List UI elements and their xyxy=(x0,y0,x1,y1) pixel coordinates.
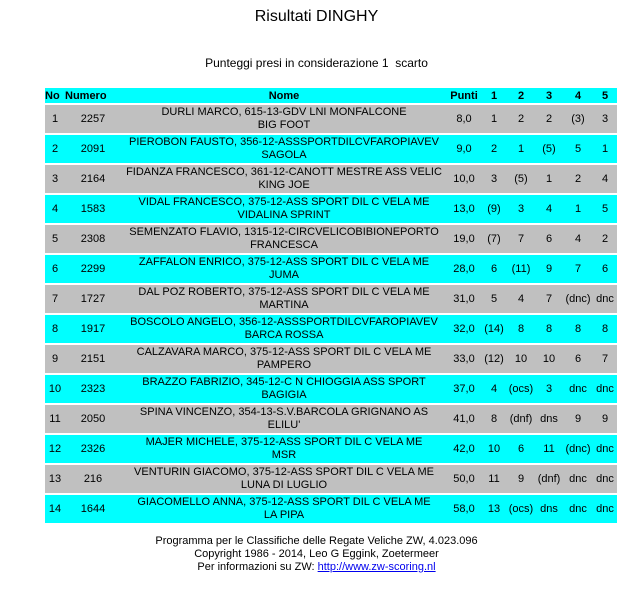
race-3-score-cell: 9 xyxy=(545,263,553,275)
race-1-score-cell: 4 xyxy=(490,383,498,395)
rank-cell: 7 xyxy=(51,293,59,305)
boat-name-line: BAGIGIA xyxy=(261,389,307,401)
race-4-score-cell: 6 xyxy=(574,353,582,365)
race-4-score-cell: dnc xyxy=(569,473,587,485)
points-cell: 28,0 xyxy=(453,263,475,275)
header-race-4: 4 xyxy=(574,89,582,102)
table-row xyxy=(45,255,617,283)
table-row xyxy=(45,375,617,403)
zw-scoring-link[interactable]: http://www.zw-scoring.nl xyxy=(317,561,436,573)
sail-number-cell: 216 xyxy=(83,473,103,485)
race-3-score-cell: (5) xyxy=(542,143,556,155)
boat-name-line: PAMPERO xyxy=(256,359,312,371)
name-cell xyxy=(121,105,447,133)
race-1-score-cell: 5 xyxy=(490,293,498,305)
boat-name-line: MARTINA xyxy=(259,299,309,311)
race-3-score-cell: 1 xyxy=(545,173,553,185)
header-numero: Numero xyxy=(65,89,107,102)
rank-cell: 4 xyxy=(51,203,59,215)
skipper-club-line: DAL POZ ROBERTO, 375-12-ASS SPORT DIL C VELA ME xyxy=(138,286,430,298)
points-cell: 58,0 xyxy=(453,503,475,515)
boat-name-line: MSR xyxy=(271,449,297,461)
boat-name-line: SAGOLA xyxy=(261,149,307,161)
race-2-score-cell: 2 xyxy=(517,113,525,125)
boat-name-line: ELILU' xyxy=(267,419,301,431)
race-2-score-cell: (ocs) xyxy=(508,503,534,515)
table-row xyxy=(45,435,617,463)
name-cell xyxy=(121,495,447,523)
table-row xyxy=(45,315,617,343)
rank-cell: 12 xyxy=(48,443,62,455)
header-nome: Nome xyxy=(268,89,300,102)
boat-name-line: KING JOE xyxy=(258,179,310,191)
sail-number-cell: 2257 xyxy=(80,113,106,125)
race-3-score-cell: 11 xyxy=(543,443,555,455)
race-3-score-cell: 6 xyxy=(545,233,553,245)
race-4-score-cell: dnc xyxy=(569,383,587,395)
skipper-club-line: BOSCOLO ANGELO, 356-12-ASSSPORTDILCVFAROPIAVEV xyxy=(130,316,438,328)
name-cell xyxy=(121,285,447,313)
points-cell: 50,0 xyxy=(453,473,475,485)
race-4-score-cell: 8 xyxy=(574,323,582,335)
race-3-score-cell: 8 xyxy=(545,323,553,335)
rank-cell: 5 xyxy=(51,233,59,245)
skipper-club-line: PIEROBON FAUSTO, 356-12-ASSSPORTDILCVFAROPIAVEV xyxy=(129,136,439,148)
race-2-score-cell: (11) xyxy=(511,263,531,275)
race-5-score-cell: dnc xyxy=(596,503,614,515)
rank-cell: 9 xyxy=(51,353,59,365)
points-cell: 33,0 xyxy=(453,353,475,365)
points-cell: 19,0 xyxy=(453,233,475,245)
table-row xyxy=(45,465,617,493)
race-3-score-cell: dns xyxy=(540,503,558,515)
skipper-club-line: GIACOMELLO ANNA, 375-12-ASS SPORT DIL C VELA ME xyxy=(137,496,431,508)
header-race-1: 1 xyxy=(490,89,498,102)
race-4-score-cell: 4 xyxy=(574,233,582,245)
boat-name-line: BARCA ROSSA xyxy=(244,329,324,341)
race-3-score-cell: 4 xyxy=(545,203,553,215)
race-3-score-cell: dns xyxy=(540,413,558,425)
race-2-score-cell: 4 xyxy=(517,293,525,305)
points-cell: 42,0 xyxy=(453,443,475,455)
race-5-score-cell: 7 xyxy=(601,353,609,365)
skipper-club-line: DURLI MARCO, 615-13-GDV LNI MONFALCONE xyxy=(161,106,407,118)
race-2-score-cell: (ocs) xyxy=(508,383,534,395)
sail-number-cell: 1917 xyxy=(80,323,106,335)
table-row xyxy=(45,165,617,193)
race-1-score-cell: 10 xyxy=(487,443,501,455)
race-1-score-cell: (14) xyxy=(484,323,504,335)
rank-cell: 3 xyxy=(51,173,59,185)
race-5-score-cell: 2 xyxy=(601,233,609,245)
table-row xyxy=(45,495,617,523)
header-race-3: 3 xyxy=(545,89,553,102)
rank-cell: 10 xyxy=(48,383,62,395)
race-4-score-cell: dnc xyxy=(569,503,587,515)
race-2-score-cell: 9 xyxy=(517,473,525,485)
footer-copyright-line: Copyright 1986 - 2014, Leo G Eggink, Zoetermeer xyxy=(194,548,439,560)
points-cell: 37,0 xyxy=(453,383,475,395)
sail-number-cell: 2323 xyxy=(80,383,106,395)
points-cell: 8,0 xyxy=(456,113,472,125)
points-cell: 13,0 xyxy=(453,203,475,215)
boat-name-line: VIDALINA SPRINT xyxy=(237,209,331,221)
header-race-5: 5 xyxy=(601,89,609,102)
name-cell xyxy=(121,255,447,283)
race-1-score-cell: 1 xyxy=(490,113,498,125)
race-4-score-cell: 2 xyxy=(574,173,582,185)
race-2-score-cell: 8 xyxy=(517,323,525,335)
rank-cell: 6 xyxy=(51,263,59,275)
race-1-score-cell: (12) xyxy=(484,353,504,365)
points-cell: 10,0 xyxy=(453,173,475,185)
skipper-club-line: FIDANZA FRANCESCO, 361-12-CANOTT MESTRE ASS VELIC xyxy=(126,166,442,178)
race-2-score-cell: 3 xyxy=(517,203,525,215)
rank-cell: 8 xyxy=(51,323,59,335)
race-3-score-cell: 10 xyxy=(542,353,556,365)
race-4-score-cell: 9 xyxy=(574,413,582,425)
sail-number-cell: 2299 xyxy=(80,263,106,275)
race-5-score-cell: 3 xyxy=(601,113,609,125)
race-3-score-cell: 3 xyxy=(545,383,553,395)
rank-cell: 13 xyxy=(48,473,62,485)
sail-number-cell: 1583 xyxy=(80,203,106,215)
name-cell xyxy=(121,375,447,403)
sail-number-cell: 1644 xyxy=(80,503,106,515)
skipper-club-line: CALZAVARA MARCO, 375-12-ASS SPORT DIL C VELA ME xyxy=(136,346,432,358)
name-cell xyxy=(121,435,447,463)
results-table xyxy=(45,86,617,525)
race-4-score-cell: (dnc) xyxy=(565,443,591,455)
sail-number-cell: 2050 xyxy=(80,413,106,425)
sail-number-cell: 2308 xyxy=(80,233,106,245)
race-1-score-cell: (7) xyxy=(487,233,501,245)
race-3-score-cell: 7 xyxy=(545,293,553,305)
boat-name-line: BIG FOOT xyxy=(257,119,311,131)
name-cell xyxy=(121,345,447,373)
skipper-club-line: BRAZZO FABRIZIO, 345-12-C N CHIOGGIA ASS SPORT xyxy=(142,376,426,388)
name-cell xyxy=(121,195,447,223)
skipper-club-line: MAJER MICHELE, 375-12-ASS SPORT DIL C VELA ME xyxy=(145,436,423,448)
sail-number-cell: 2164 xyxy=(80,173,106,185)
race-1-score-cell: 3 xyxy=(490,173,498,185)
table-row xyxy=(45,195,617,223)
footer-info-prefix: Per informazioni su ZW: xyxy=(197,561,318,573)
name-cell xyxy=(121,315,447,343)
race-4-score-cell: (dnc) xyxy=(565,293,591,305)
points-cell: 31,0 xyxy=(453,293,475,305)
header-no: No xyxy=(45,89,60,102)
race-2-score-cell: 1 xyxy=(517,143,525,155)
table-row xyxy=(45,135,617,163)
race-2-score-cell: 7 xyxy=(517,233,525,245)
sail-number-cell: 1727 xyxy=(80,293,106,305)
rank-cell: 1 xyxy=(51,113,59,125)
name-cell xyxy=(121,225,447,253)
header-race-2: 2 xyxy=(517,89,525,102)
race-3-score-cell: (dnf) xyxy=(537,473,561,485)
name-cell xyxy=(121,135,447,163)
boat-name-line: LUNA DI LUGLIO xyxy=(240,479,328,491)
results-body xyxy=(45,105,617,523)
table-row xyxy=(45,105,617,133)
table-row xyxy=(45,225,617,253)
rank-cell: 14 xyxy=(48,503,62,515)
rank-cell: 2 xyxy=(51,143,59,155)
footer-info-line xyxy=(0,561,633,574)
boat-name-line: FRANCESCA xyxy=(250,239,318,251)
race-5-score-cell: 1 xyxy=(601,143,609,155)
points-cell: 41,0 xyxy=(453,413,475,425)
race-5-score-cell: 6 xyxy=(601,263,609,275)
boat-name-line: JUMA xyxy=(269,269,299,281)
name-cell xyxy=(121,465,447,493)
subtitle-scarto-note: Punteggi presi in considerazione 1 scarto xyxy=(205,56,428,70)
table-row xyxy=(45,345,617,373)
skipper-club-line: SPINA VINCENZO, 354-13-S.V.BARCOLA GRIGNANO AS xyxy=(139,406,429,418)
skipper-club-line: SEMENZATO FLAVIO, 1315-12-CIRCVELICOBIBIONEPORTO xyxy=(129,226,439,238)
table-row xyxy=(45,285,617,313)
race-5-score-cell: dnc xyxy=(596,293,614,305)
skipper-club-line: VIDAL FRANCESCO, 375-12-ASS SPORT DIL C VELA ME xyxy=(138,196,430,208)
race-4-score-cell: (3) xyxy=(571,113,585,125)
race-1-score-cell: 2 xyxy=(490,143,498,155)
name-cell xyxy=(121,405,447,433)
race-2-score-cell: (5) xyxy=(514,173,528,185)
footer xyxy=(0,535,633,574)
boat-name-line: LA PIPA xyxy=(263,509,305,521)
race-1-score-cell: 8 xyxy=(490,413,498,425)
points-cell: 32,0 xyxy=(453,323,475,335)
sail-number-cell: 2091 xyxy=(80,143,106,155)
race-5-score-cell: 5 xyxy=(601,203,609,215)
race-5-score-cell: 8 xyxy=(601,323,609,335)
header-punti: Punti xyxy=(450,89,478,102)
points-cell: 9,0 xyxy=(456,143,472,155)
sail-number-cell: 2326 xyxy=(80,443,106,455)
footer-program-line: Programma per le Classifiche delle Regate Veliche ZW, 4.023.096 xyxy=(155,535,478,547)
race-4-score-cell: 7 xyxy=(574,263,582,275)
race-5-score-cell: dnc xyxy=(596,473,614,485)
race-1-score-cell: (9) xyxy=(487,203,501,215)
rank-cell: 11 xyxy=(49,413,61,425)
table-header-row xyxy=(45,88,617,103)
race-2-score-cell: 6 xyxy=(517,443,525,455)
race-1-score-cell: 13 xyxy=(487,503,501,515)
page-title: Risultati DINGHY xyxy=(254,8,379,25)
race-5-score-cell: 4 xyxy=(601,173,609,185)
race-4-score-cell: 5 xyxy=(574,143,582,155)
race-4-score-cell: 1 xyxy=(574,203,582,215)
race-5-score-cell: 9 xyxy=(601,413,609,425)
table-row xyxy=(45,405,617,433)
sail-number-cell: 2151 xyxy=(80,353,106,365)
race-1-score-cell: 6 xyxy=(490,263,498,275)
race-5-score-cell: dnc xyxy=(596,443,614,455)
name-cell xyxy=(121,165,447,193)
skipper-club-line: VENTURIN GIACOMO, 375-12-ASS SPORT DIL C VELA ME xyxy=(134,466,434,478)
race-3-score-cell: 2 xyxy=(545,113,553,125)
race-5-score-cell: dnc xyxy=(596,383,614,395)
race-2-score-cell: (dnf) xyxy=(509,413,533,425)
skipper-club-line: ZAFFALON ENRICO, 375-12-ASS SPORT DIL C VELA ME xyxy=(138,256,430,268)
race-2-score-cell: 10 xyxy=(514,353,528,365)
race-1-score-cell: 11 xyxy=(488,473,500,485)
